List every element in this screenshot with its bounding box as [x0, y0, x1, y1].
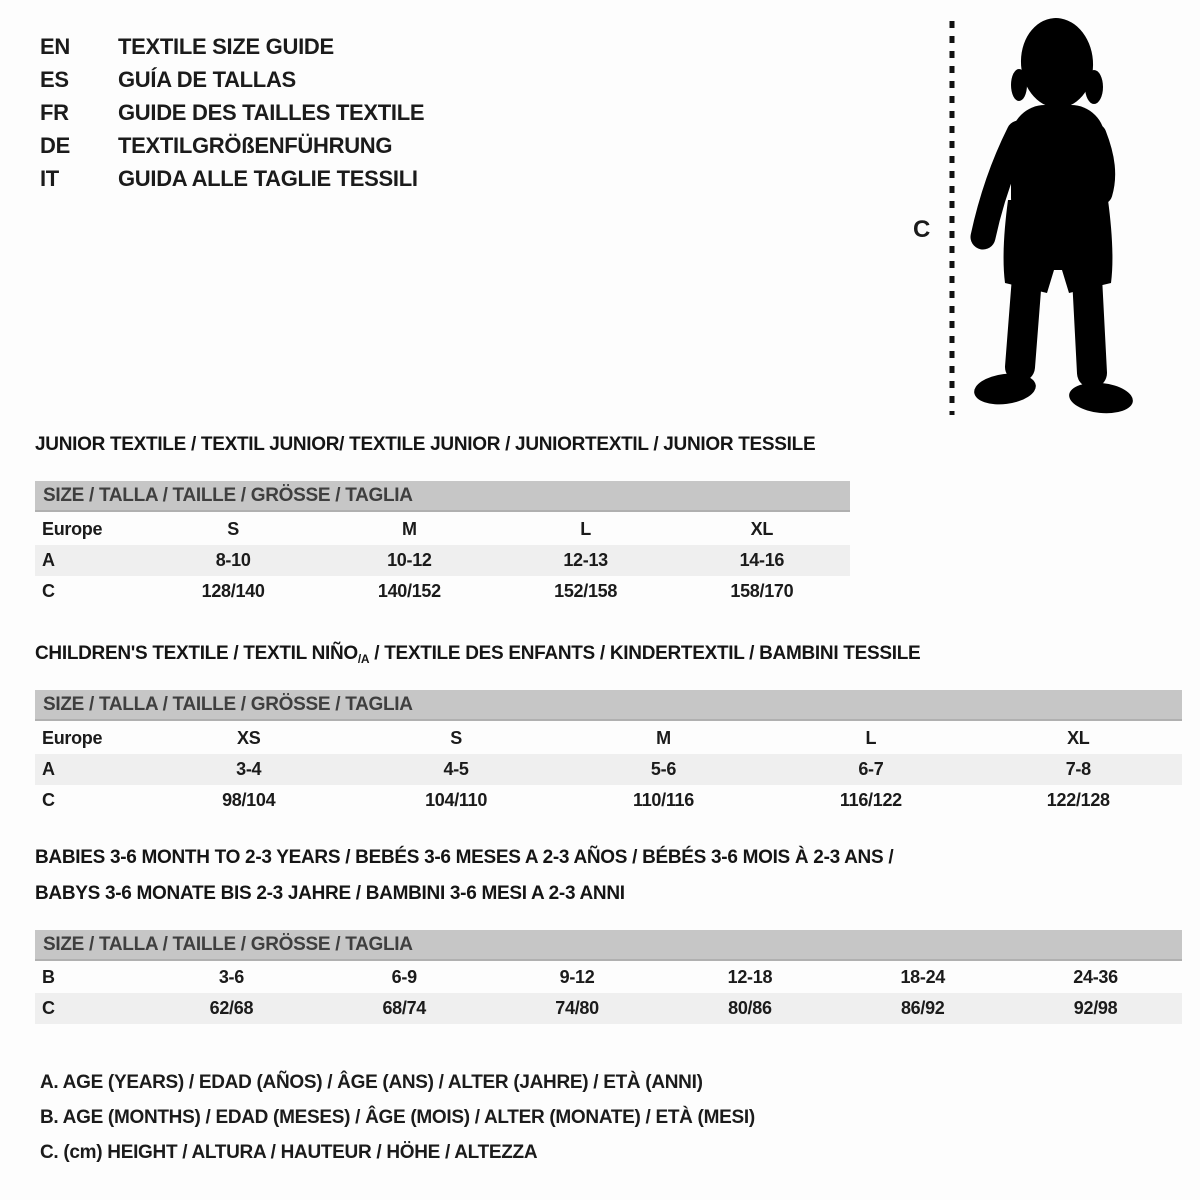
guide-title-it: GUIDA ALLE TAGLIE TESSILI	[118, 166, 418, 191]
language-row-de	[40, 129, 424, 162]
guide-title-en: TEXTILE SIZE GUIDE	[118, 34, 334, 59]
language-row-it	[40, 162, 424, 195]
language-code: DE	[40, 133, 70, 158]
table-cell: M	[656, 728, 671, 748]
table-cell: XS	[236, 728, 261, 748]
row-label: C	[42, 998, 55, 1018]
table-cell: XL	[1067, 728, 1090, 748]
table-cell: 116/122	[839, 790, 902, 810]
table-cell: M	[402, 519, 417, 539]
guide-title-fr: GUIDE DES TAILLES TEXTILE	[118, 100, 425, 125]
childrens-section-title	[35, 642, 1182, 671]
language-row-fr	[40, 96, 424, 129]
table-cell: 122/128	[1046, 790, 1110, 810]
table-cell: S	[450, 728, 462, 748]
table-cell: 18-24	[900, 967, 946, 987]
table-cell: 4-5	[443, 759, 469, 779]
row-label: A	[42, 550, 55, 570]
row-label: Europe	[42, 519, 103, 539]
row-label: C	[42, 790, 55, 810]
table-row	[35, 576, 850, 607]
language-title-list	[40, 30, 424, 195]
toddler-silhouette-icon	[940, 15, 1140, 420]
row-label: Europe	[42, 728, 103, 748]
table-cell: 152/158	[554, 581, 618, 601]
table-cell: 68/74	[382, 998, 427, 1018]
babies-textile-section	[35, 846, 1182, 1026]
table-cell: 3-6	[218, 967, 244, 987]
table-cell: 7-8	[1065, 759, 1091, 779]
childrens-title-subscript: /A	[357, 652, 370, 666]
table-cell: L	[580, 519, 591, 539]
language-code: ES	[40, 67, 69, 92]
table-cell: 8-10	[215, 550, 251, 570]
babies-size-header-bar: SIZE / TALLA / TAILLE / GRÖSSE / TAGLIA	[35, 930, 1182, 961]
table-cell: 6-9	[391, 967, 417, 987]
table-cell: 128/140	[201, 581, 265, 601]
table-cell: 62/68	[209, 998, 254, 1018]
table-cell: L	[865, 728, 877, 748]
table-row	[35, 962, 1182, 993]
table-cell: 9-12	[559, 967, 595, 987]
language-code: EN	[40, 34, 70, 59]
table-cell: 3-4	[236, 759, 262, 779]
toddler-figure-area	[905, 10, 1150, 425]
table-cell: 6-7	[858, 759, 884, 779]
childrens-size-header-bar: SIZE / TALLA / TAILLE / GRÖSSE / TAGLIA	[35, 690, 1182, 721]
language-row-en	[40, 30, 424, 63]
legend-line-c: C. (cm) HEIGHT / ALTURA / HAUTEUR / HÖHE / ALTEZZA	[40, 1142, 538, 1163]
junior-textile-section	[35, 433, 850, 608]
table-cell: 98/104	[222, 790, 276, 810]
childrens-textile-section	[35, 642, 1182, 817]
table-row	[35, 754, 1182, 785]
language-code: IT	[40, 166, 59, 191]
height-measure-label: C	[913, 216, 931, 243]
table-cell: 10-12	[387, 550, 432, 570]
table-cell: XL	[750, 519, 774, 539]
table-cell: 110/116	[633, 790, 694, 810]
table-cell: 140/152	[377, 581, 441, 601]
junior-size-header-bar: SIZE / TALLA / TAILLE / GRÖSSE / TAGLIA	[35, 481, 850, 512]
language-row-es	[40, 63, 424, 96]
table-row	[35, 723, 1182, 754]
table-cell: 104/110	[425, 790, 488, 810]
table-cell: 12-18	[727, 967, 773, 987]
table-cell: 24-36	[1073, 967, 1118, 987]
table-cell: 86/92	[900, 998, 945, 1018]
row-label: B	[42, 967, 55, 987]
table-row	[35, 514, 850, 545]
table-cell: 92/98	[1073, 998, 1118, 1018]
childrens-title-suffix: / TEXTILE DES ENFANTS / KINDERTEXTIL / BAMBINI TESSILE	[369, 643, 921, 664]
language-code: FR	[40, 100, 69, 125]
table-row	[35, 545, 850, 576]
babies-section-title-line1: BABIES 3-6 MONTH TO 2-3 YEARS / BEBÉS 3-6 MESES A 2-3 AÑOS / BÉBÉS 3-6 MOIS À 2-3 ANS /	[35, 847, 894, 868]
guide-title-es: GUÍA DE TALLAS	[118, 67, 296, 92]
row-label: C	[42, 581, 55, 601]
table-cell: 74/80	[555, 998, 599, 1018]
table-cell: 80/86	[728, 998, 772, 1018]
toddler-silhouette-shape	[972, 16, 1134, 417]
junior-section-title: JUNIOR TEXTILE / TEXTIL JUNIOR/ TEXTILE JUNIOR / JUNIORTEXTIL / JUNIOR TESSILE	[35, 434, 816, 455]
legend-line-b: B. AGE (MONTHS) / EDAD (MESES) / ÂGE (MOIS) / ALTER (MONATE) / ETÀ (MESI)	[40, 1107, 755, 1128]
table-cell: 158/170	[730, 581, 794, 601]
table-cell: 5-6	[650, 759, 677, 779]
table-cell: S	[227, 519, 239, 539]
guide-title-de: TEXTILGRÖßENFÜHRUNG	[118, 133, 393, 158]
table-row	[35, 993, 1182, 1024]
legend-line-a: A. AGE (YEARS) / EDAD (AÑOS) / ÂGE (ANS) / ALTER (JAHRE) / ETÀ (ANNI)	[40, 1072, 703, 1093]
table-row	[35, 785, 1182, 816]
babies-section-title-line2: BABYS 3-6 MONATE BIS 2-3 JAHRE / BAMBINI 3-6 MESI A 2-3 ANNI	[35, 883, 625, 904]
childrens-title-prefix: CHILDREN'S TEXTILE / TEXTIL NIÑO	[35, 643, 358, 664]
row-label: A	[42, 759, 55, 779]
table-cell: 14-16	[739, 550, 785, 570]
table-cell: 12-13	[563, 550, 608, 570]
